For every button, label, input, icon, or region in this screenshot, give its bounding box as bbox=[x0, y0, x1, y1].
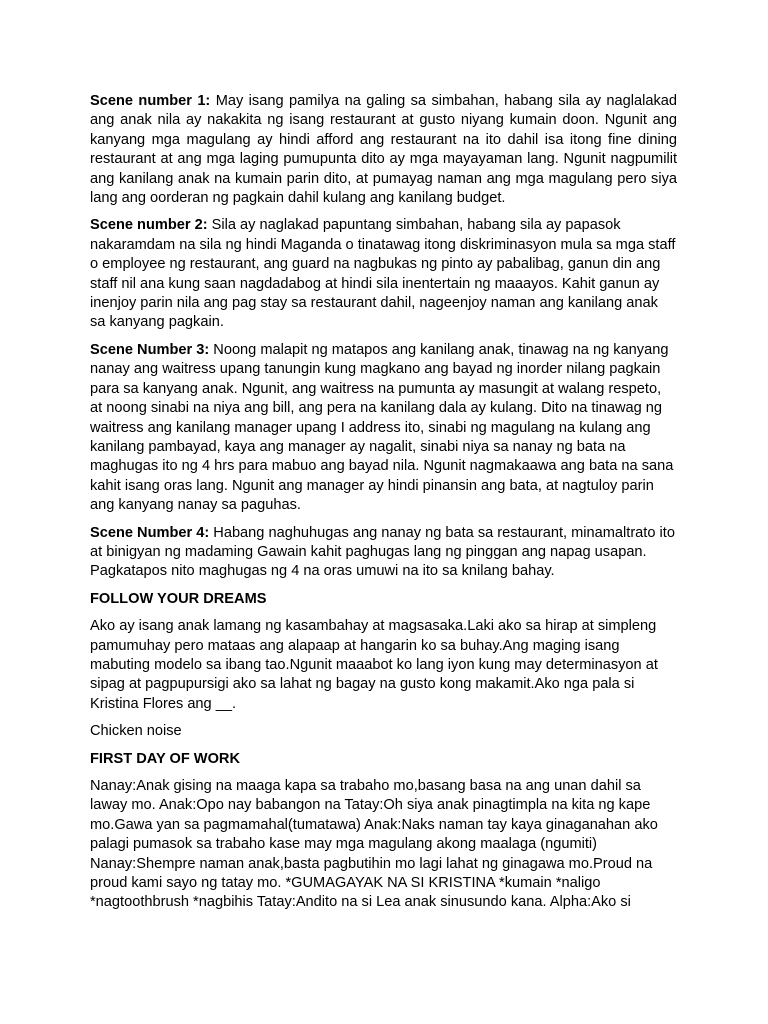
document-page bbox=[90, 92, 677, 921]
scene-3-label: Scene Number 3: bbox=[90, 341, 210, 358]
scene-2-text: Sila ay naglakad papuntang simbahan, habang sila ay papasok nakaramdam na sila ng hindi Maganda o tinatawag itong diskriminasyon mula sa mga staff o employee ng restaurant, ang guard na nagbukas ng pinto ay pabalibag, ganun din ang staff nil ana kung saan nagdadabog at hindi sila inentertain ng maaayos. Kahit ganun ay inenjoy parin nila ang pag stay sa restaurant dahil, nageenjoy naman ang kanilang anak sa kanyang pagkain. bbox=[90, 217, 676, 331]
scene-3-paragraph bbox=[90, 341, 677, 516]
scene-4-text: Habang naghuhugas ang nanay ng bata sa restaurant, minamaltrato ito at binigyan ng madaming Gawain kahit paghugas lang ng pinggan ang napag usapan. Pagkatapos nito maghugas ng 4 na oras umuwi na ito sa knilang bahay. bbox=[90, 524, 675, 580]
scene-2-label: Scene number 2: bbox=[90, 217, 208, 234]
scene-1-label: Scene number 1: bbox=[90, 93, 211, 109]
scene-2-paragraph bbox=[90, 216, 677, 332]
follow-dreams-heading: FOLLOW YOUR DREAMS bbox=[90, 590, 267, 607]
follow-dreams-paragraph: Ako ay isang anak lamang ng kasambahay at magsasaka.Laki ako sa hirap at simpleng pamumuhay pero mataas ang alapaap at hangarin ko sa buhay.Ang maging isang mabuting modelo sa ibang tao.Ngunit maaabot ko lang iyon kung may determinasyon at sipag at pagpupursigi ako sa lahat ng bagay na gusto kong makamit.Ako nga pala si Kristina Flores ang __. bbox=[90, 618, 658, 712]
scene-4-label: Scene Number 4: bbox=[90, 524, 210, 541]
first-day-heading: FIRST DAY OF WORK bbox=[90, 750, 240, 767]
scene-4-paragraph bbox=[90, 524, 677, 582]
scene-3-text: Noong malapit ng matapos ang kanilang anak, tinawag na ng kanyang nanay ang waitress upang tanungin kung magkano ang bayad ng inorder nilang pagkain para sa kanyang anak. Ngunit, ang waitress na pumunta ay masungit at walang respeto, at noong sinabi na niya ang bill, ang pera na kanilang dala ay kulang. Dito na tinawag ng waitress ang kanilang manager upang I address ito, sinabi ng magulang na kulang ang kanilang pambayad, kaya ang manager ay nagalit, sinabi niya sa nanay ng bata na maghugas ito ng 4 hrs para mabuo ang bayad nila. Ngunit nagmakaawa ang bata na sana kahit isang oras lang. Ngunit ang manager ay hindi pinansin ang bata, at nagtuloy parin ang kanyang nanay sa paguhas. bbox=[90, 341, 674, 514]
chicken-noise-note: Chicken noise bbox=[90, 723, 182, 740]
scene-1-paragraph bbox=[90, 92, 677, 208]
first-day-paragraph: Nanay:Anak gising na maaga kapa sa trabaho mo,basang basa na ang unan dahil sa laway mo. Anak:Opo nay babangon na Tatay:Oh siya anak pinagtimpla na kita ng kape mo.Gawa yan sa pagmamahal(tumatawa) Anak:Naks naman tay kaya ginaganahan ako palagi pumasok sa trabaho kase may mga magulang akong maalaga (ngumiti) Nanay:Shempre naman anak,basta pagbutihin mo lagi lahat ng ginagawa mo.Proud na proud kami sayo ng tatay mo. *GUMAGAYAK NA SI KRISTINA *kumain *naligo *nagtoothbrush *nagbihis Tatay:Andito na si Lea anak sinusundo kana. Alpha:Ako si bbox=[90, 778, 658, 911]
scene-1-text: May isang pamilya na galing sa simbahan, habang sila ay naglalakad ang anak nila ay nakakita ng isang restaurant at gusto niyang kumain doon. Ngunit ang kanyang mga magulang ay hindi afford ang restaurant na ito dahil isa itong fine dining restaurant at ang mga laging pumupunta dito ay mga mayayaman lang. Ngunit nagpumilit ang kanilang anak na kumain parin dito, at pumayag naman ang mga magulang pero siya lang ang oorderan ng pagkain dahil kulang ang kanilang budget. bbox=[90, 93, 677, 207]
